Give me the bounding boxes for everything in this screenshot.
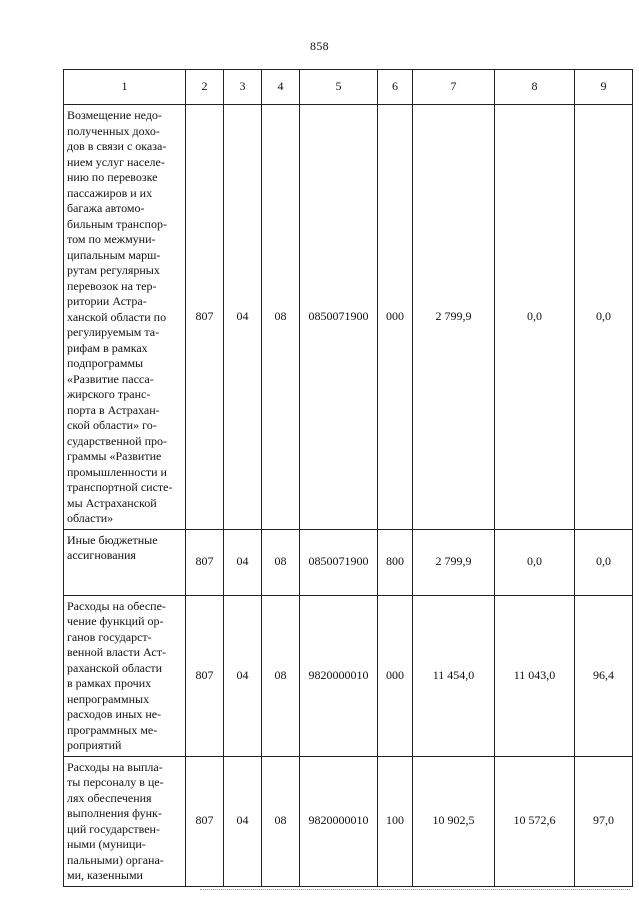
description-line: пассажиров и их	[67, 185, 153, 200]
description-line: расходов иных не-	[67, 707, 162, 721]
description-line: рифам в рамках	[67, 340, 148, 355]
description-line: лях обеспечения	[67, 790, 152, 805]
description-line: Иные бюджетные	[67, 532, 158, 547]
column-header: 5	[300, 70, 378, 105]
cell-c3: 04	[224, 105, 262, 530]
description-line: жирского транс-	[67, 387, 151, 401]
cell-c6: 000	[378, 595, 413, 756]
description-line: «Развитие пасса-	[67, 371, 154, 386]
description-line: граммы «Развитие	[67, 449, 162, 463]
table-row	[64, 756, 633, 886]
description-line: багажа автомо-	[67, 201, 145, 215]
cell-c5: 0850071900	[300, 105, 378, 530]
column-header: 8	[495, 70, 575, 105]
description-line: ций государствен-	[67, 821, 160, 836]
cell-c6: 000	[378, 105, 413, 530]
cell-c3: 04	[224, 756, 262, 886]
cell-c4: 08	[262, 756, 300, 886]
description-line: программных ме-	[67, 722, 158, 737]
description-line: ассигнования	[67, 548, 136, 562]
cell-c8: 0,0	[495, 529, 575, 595]
cell-c6: 800	[378, 529, 413, 595]
cell-c8: 10 572,6	[495, 756, 575, 886]
description-line: порта в Астрахан-	[67, 402, 160, 417]
cell-c4: 08	[262, 595, 300, 756]
description-line: рутам регулярных	[67, 263, 160, 277]
column-header: 9	[575, 70, 633, 105]
description-line: дов в связи с оказа-	[67, 139, 167, 153]
cell-c4: 08	[262, 529, 300, 595]
cell-c2: 807	[186, 756, 224, 886]
description-line: ской области» го-	[67, 418, 157, 432]
cell-c9: 0,0	[575, 529, 633, 595]
description-line: выполнения функ-	[67, 806, 162, 820]
cell-c9: 96,4	[575, 595, 633, 756]
cell-c6: 100	[378, 756, 413, 886]
description-line: венной власти Аст-	[67, 645, 166, 659]
column-header: 7	[413, 70, 495, 105]
description-line: ты персоналу в це-	[67, 775, 164, 789]
cell-c8: 0,0	[495, 105, 575, 530]
description-line: мы Астраханской	[67, 495, 157, 510]
table-row	[64, 529, 633, 595]
cell-c9: 97,0	[575, 756, 633, 886]
description-line: транспортной систе-	[67, 480, 173, 494]
column-header: 4	[262, 70, 300, 105]
description-line: нию по перевозке	[67, 170, 158, 184]
cell-c7: 2 799,9	[413, 529, 495, 595]
description-line: Расходы на обеспе-	[67, 598, 166, 613]
description-line: раханской области	[67, 660, 162, 675]
cell-c5: 0850071900	[300, 529, 378, 595]
column-header: 6	[378, 70, 413, 105]
cell-c3: 04	[224, 595, 262, 756]
row-description	[64, 756, 186, 886]
cell-c7: 2 799,9	[413, 105, 495, 530]
description-line: ными (муници-	[67, 837, 146, 851]
description-line: регулируемым та-	[67, 325, 160, 339]
description-line: ритории Астра-	[67, 294, 147, 308]
description-line: чение функций ор-	[67, 614, 164, 628]
cell-c2: 807	[186, 595, 224, 756]
description-line: сударственной про-	[67, 433, 168, 448]
row-description	[64, 595, 186, 756]
description-line: бильным транспор-	[67, 216, 167, 231]
cell-c5: 9820000010	[300, 756, 378, 886]
description-line: перевозок на тер-	[67, 278, 157, 293]
scan-edge-line	[200, 889, 630, 890]
budget-table	[63, 69, 633, 887]
description-line: области»	[67, 511, 114, 525]
column-header: 3	[224, 70, 262, 105]
description-line: нием услуг населе-	[67, 154, 165, 169]
cell-c8: 11 043,0	[495, 595, 575, 756]
cell-c5: 9820000010	[300, 595, 378, 756]
row-description	[64, 529, 186, 595]
header-row	[64, 70, 633, 105]
description-line: полученных дохо-	[67, 123, 160, 138]
description-line: промышленности и	[67, 464, 167, 479]
page-number: 858	[310, 39, 329, 53]
cell-c2: 807	[186, 105, 224, 530]
cell-c9: 0,0	[575, 105, 633, 530]
cell-c2: 807	[186, 529, 224, 595]
table-row	[64, 595, 633, 756]
description-line: ханской области по	[67, 309, 167, 324]
description-line: подпрограммы	[67, 356, 144, 370]
row-description	[64, 105, 186, 530]
column-header: 1	[64, 70, 186, 105]
description-line: в рамках прочих	[67, 676, 152, 690]
cell-c7: 11 454,0	[413, 595, 495, 756]
description-line: том по межмуни-	[67, 232, 156, 246]
description-line: Возмещение недо-	[67, 108, 162, 122]
column-header: 2	[186, 70, 224, 105]
description-line: роприятий	[67, 738, 122, 752]
description-line: Расходы на выпла-	[67, 759, 163, 774]
description-line: ципальным марш-	[67, 247, 161, 262]
table-row	[64, 105, 633, 530]
cell-c7: 10 902,5	[413, 756, 495, 886]
cell-c3: 04	[224, 529, 262, 595]
description-line: непрограммных	[67, 691, 150, 706]
description-line: ми, казенными	[67, 868, 143, 882]
cell-c4: 08	[262, 105, 300, 530]
description-line: пальными) органа-	[67, 852, 164, 867]
description-line: ганов государст-	[67, 629, 152, 644]
